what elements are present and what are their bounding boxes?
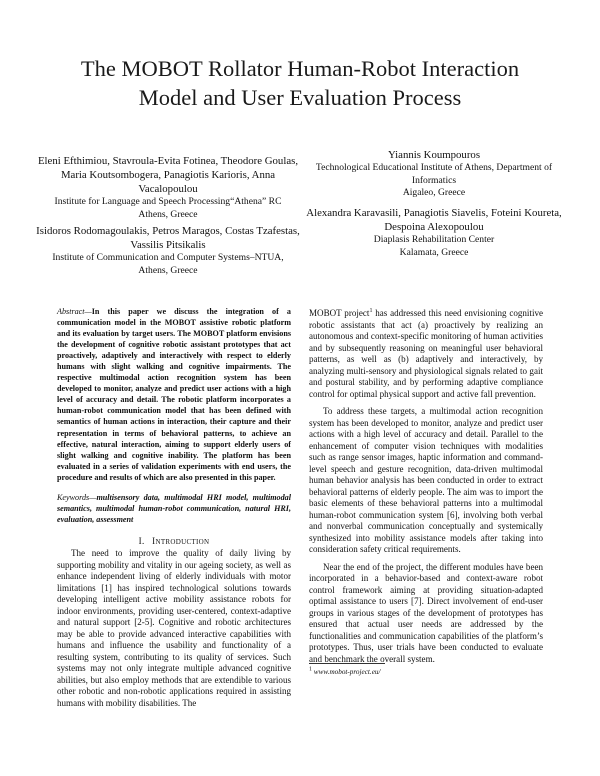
paragraph: The need to improve the quality of daily living by supporting mobility and vitality in our ageing society, as well as enhance independent living of elderly individuals with motor limitations [1] has inspired technological solutions towards developing intelligent active mobility assistance robots for indoor environments, providing user-centered, context-adaptive and natural support [2-5]. Cognitive and robotic architectures may be able to provide advanced interactive capabilities with humans and influence the usability and functionality of a resulting system, contributing to its quality of services. Such systems may not only integrate multiple advanced cognitive abilities, but also employ methods that are extendible to various other robotic and non-robotic applications required in assisting humans with mobility disabilities. The (57, 548, 291, 708)
paragraph-text: has addressed this need envisioning cognitive robotic assistants that act (a) proactively by realizing an autonomous and context-specific monitoring of human activities and by subsequently reasoning on meaningful user behavioral patterns, as well as (b) adaptively and interactively, by analyzing multi-sensory and physiological signals related to gait and postural stability, and by performing adaptive compliance control for optimal physical support and active fall prevention. (309, 308, 543, 399)
footnote-ref: 1 (369, 307, 373, 314)
location: Athens, Greece (138, 264, 198, 276)
section-title-rest: NTRODUCTION (155, 538, 210, 546)
author-names: Yiannis Koumpouros (387, 149, 481, 161)
title-line-2: Model and User Evaluation Process (138, 85, 462, 110)
section-numeral: I. (138, 536, 145, 546)
paragraph (309, 308, 543, 400)
paragraph: Near the end of the project, the different modules have been incorporated in a behavior-based and context-aware robot control framework aiming at providing situation-adapted optimal assistance to users [7]. Direct involvement of end-user groups in various stages of the development of prototypes has ensured that actual user needs are addressed by the functionalities and communication capabilities of the platform’s prototypes. Thus, user trials have been conducted to evaluate and benchmark the overall system. (309, 561, 543, 664)
right-column (309, 308, 543, 665)
footnote-rule (309, 663, 385, 664)
location: Athens, Greece (138, 208, 198, 220)
institution: Institute of Communication and Computer Systems–NTUA, (52, 252, 284, 263)
institution: Diaplasis Rehabilitation Center (373, 234, 495, 245)
footnote (309, 668, 543, 677)
keywords-lead: Keywords— (57, 493, 97, 502)
section-title-initial: I (152, 536, 156, 546)
section-heading-introduction (57, 536, 291, 546)
author-names: Alexandra Karavasili, Panagiotis Siavelis, Foteini Koureta, Despoina Alexopoulou (306, 207, 562, 233)
affiliation-diaplasis (300, 206, 568, 259)
author-names: Eleni Efthimiou, Stavroula-Evita Fotinea, Theodore Goulas, Maria Koutsombogera, Panagiotis Karioris, Anna Vacalopoulou (37, 155, 299, 195)
location: Aigaleo, Greece (402, 187, 466, 199)
abstract (57, 306, 291, 483)
affiliation-ilsp (34, 154, 302, 221)
keywords-text: multisensory data, multimodal HRI model, multimodal semantics, multimodal human-robot communication, natural HRI, evaluation, assessment (57, 493, 291, 525)
author-names: Isidoros Rodomagoulakis, Petros Maragos, Costas Tzafestas, Vassilis Pitsikalis (36, 225, 300, 251)
abstract-lead: Abstract— (57, 307, 92, 316)
abstract-text: In this paper we discuss the integration of a communication model in the MOBOT assistive robotic platform and its evaluation by target users. The MOBOT platform envisions the development of cognitive robotic assistant prototypes that act proactively, adaptively and interactively with respect to elderly humans with slight walking and cognitive impairments. The respective multimodal action recognition system has been developed to monitor, analyze and predict user actions with a high level of accuracy and detail. The robotic platform incorporates a human-robot communication model that has been defined with semantics of human actions in interaction, their capture and their representation in terms of behavioral patterns, to achieve an effective, natural interaction, aiming to support elderly users of slight walking and cognitive inability. The platform has been evaluated in a series of validation experiments with end users, the procedure and results of which are also presented in this paper. (57, 307, 291, 482)
affiliation-iccs (34, 224, 302, 277)
paragraph: To address these targets, a multimodal action recognition system has been developed to monitor, analyze and predict user actions with a high level of accuracy and detail. Parallel to the enhancement of computer vision techniques with modalities such as range sensor images, haptic information and command-level speech and gesture recognition, data-driven multimodal human behavior analysis has been conducted in order to extract behavioral patterns of elderly people. The aim was to import the basic elements of these behavioral patterns into a multimodal human-robot communication system [6], involving both verbal and nonverbal communication conceptually and systemically synthesized into mobility assistance models after taking into consideration safety critical requirements. (309, 406, 543, 554)
keywords (57, 492, 291, 525)
title-line-1: The MOBOT Rollator Human-Robot Interaction (80, 56, 520, 81)
introduction-column (57, 548, 291, 709)
paragraph-text: MOBOT project (309, 308, 370, 318)
footnote-mark: 1 (309, 666, 312, 673)
institution: Institute for Language and Speech Processing“Athena” RC (54, 196, 282, 207)
paper-title (40, 54, 560, 112)
footnote-link[interactable]: www.mobot-project.eu/ (312, 668, 381, 676)
location: Kalamata, Greece (399, 246, 469, 258)
affiliation-tei (300, 148, 568, 200)
institution: Technological Educational Institute of Athens, Department of Informatics (315, 162, 553, 186)
